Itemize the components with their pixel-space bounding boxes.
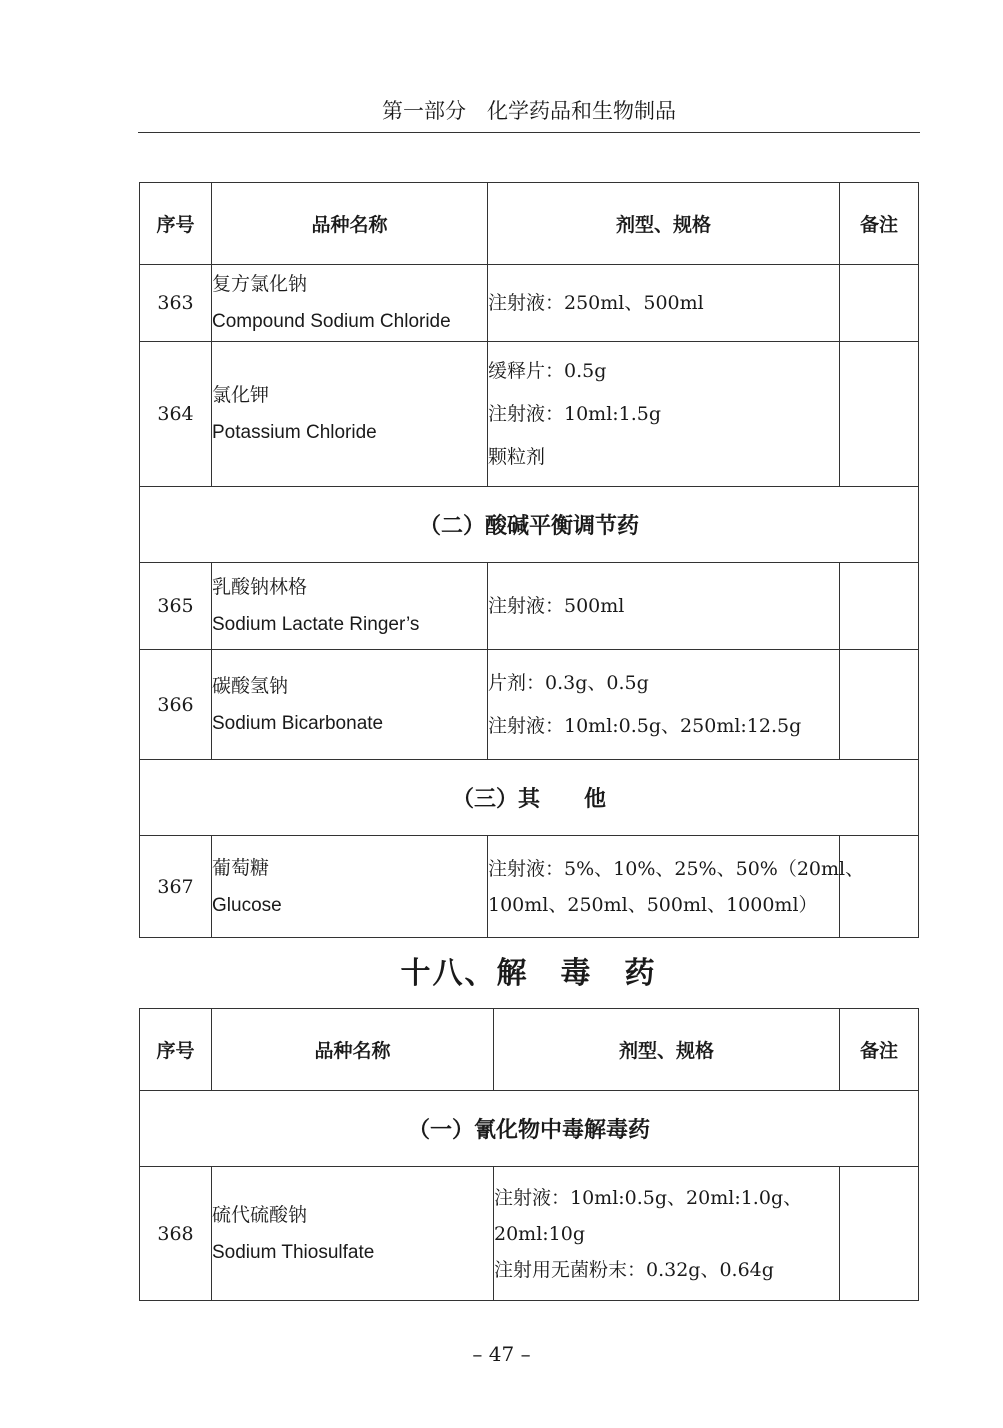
col-header-no: 序号: [140, 1009, 212, 1091]
note-cell: [840, 265, 919, 342]
row-number: 367: [140, 836, 212, 938]
drug-name-en: Glucose: [212, 894, 282, 916]
table-row: [140, 563, 919, 650]
drug-spec: [488, 265, 840, 342]
table-row: [140, 836, 919, 938]
table-row: [140, 265, 919, 342]
spec-line: 缓释片：0.5g: [488, 359, 607, 382]
drug-name: [212, 265, 488, 342]
drug-name: [212, 1167, 494, 1301]
row-number: 366: [140, 650, 212, 760]
drug-name-en: Sodium Lactate Ringer’s: [212, 614, 420, 635]
drug-name-zh: 硫代硫酸钠: [212, 1203, 308, 1226]
col-header-spec: 剂型、规格: [488, 183, 840, 265]
spec-line: 注射液：250ml、500ml: [488, 291, 704, 314]
drug-name-zh: 碳酸氢钠: [212, 674, 289, 697]
spec-line: 注射液：5%、10%、25%、50%（20ml、: [488, 857, 865, 880]
note-cell: [840, 1167, 919, 1301]
note-cell: [840, 650, 919, 760]
page-number: – 47 –: [472, 1342, 531, 1366]
section-row: [140, 760, 919, 836]
spec-line: 片剂：0.3g、0.5g: [488, 671, 649, 694]
section-heading: （二）酸碱平衡调节药: [140, 487, 919, 563]
note-cell: [840, 342, 919, 487]
spec-line: 20ml:10g: [494, 1222, 586, 1245]
drug-name-en: Sodium Thiosulfate: [212, 1241, 375, 1263]
drug-spec: [488, 836, 865, 938]
drug-spec: [488, 342, 840, 487]
row-number: 368: [140, 1167, 212, 1301]
drug-name-zh: 葡萄糖: [212, 856, 270, 879]
page-header: 第一部分 化学药品和生物制品: [138, 96, 920, 133]
drug-name-zh: 复方氯化钠: [212, 273, 308, 295]
section-heading: （一）氰化物中毒解毒药: [140, 1091, 919, 1167]
drug-name-zh: 乳酸钠林格: [212, 576, 308, 598]
col-header-name: 品种名称: [212, 1009, 494, 1091]
drug-spec: [488, 650, 840, 760]
drug-name: [212, 563, 488, 650]
section-heading: （三）其 他: [140, 760, 919, 836]
note-cell: [840, 563, 919, 650]
spec-line: 颗粒剂: [488, 445, 546, 468]
chapter-title: 十八、解 毒 药: [400, 956, 657, 991]
table-row: [140, 650, 919, 760]
col-header-spec: 剂型、规格: [494, 1009, 840, 1091]
spec-line: 注射液：10ml:0.5g、250ml:12.5g: [488, 714, 802, 737]
drug-name: [212, 650, 488, 760]
drug-name-en: Compound Sodium Chloride: [212, 311, 451, 332]
col-header-note: 备注: [840, 183, 919, 265]
table-row: [140, 1167, 919, 1301]
spec-line: 100ml、250ml、500ml、1000ml）: [488, 893, 818, 916]
row-number: 365: [140, 563, 212, 650]
drug-name: [212, 836, 488, 938]
drug-table-2: [139, 1008, 919, 1301]
spec-line: 注射用无菌粉末：0.32g、0.64g: [494, 1258, 774, 1281]
spec-line: 注射液：10ml:1.5g: [488, 402, 662, 425]
drug-table-1: [139, 182, 919, 938]
drug-name-en: Sodium Bicarbonate: [212, 712, 384, 734]
spec-line: 注射液：500ml: [488, 594, 625, 617]
col-header-no: 序号: [140, 183, 212, 265]
section-row: [140, 1091, 919, 1167]
table-header-row: [140, 183, 919, 265]
spec-line: 注射液：10ml:0.5g、20ml:1.0g、: [494, 1186, 803, 1209]
drug-name-en: Potassium Chloride: [212, 422, 377, 443]
drug-name: [212, 342, 488, 487]
drug-name-zh: 氯化钾: [212, 384, 270, 406]
section-row: [140, 487, 919, 563]
drug-spec: [494, 1167, 840, 1301]
note-cell: [840, 836, 919, 938]
table-header-row: [140, 1009, 919, 1091]
row-number: 363: [140, 265, 212, 342]
table-row: [140, 342, 919, 487]
col-header-name: 品种名称: [212, 183, 488, 265]
row-number: 364: [140, 342, 212, 487]
drug-spec: [488, 563, 840, 650]
col-header-note: 备注: [840, 1009, 919, 1091]
